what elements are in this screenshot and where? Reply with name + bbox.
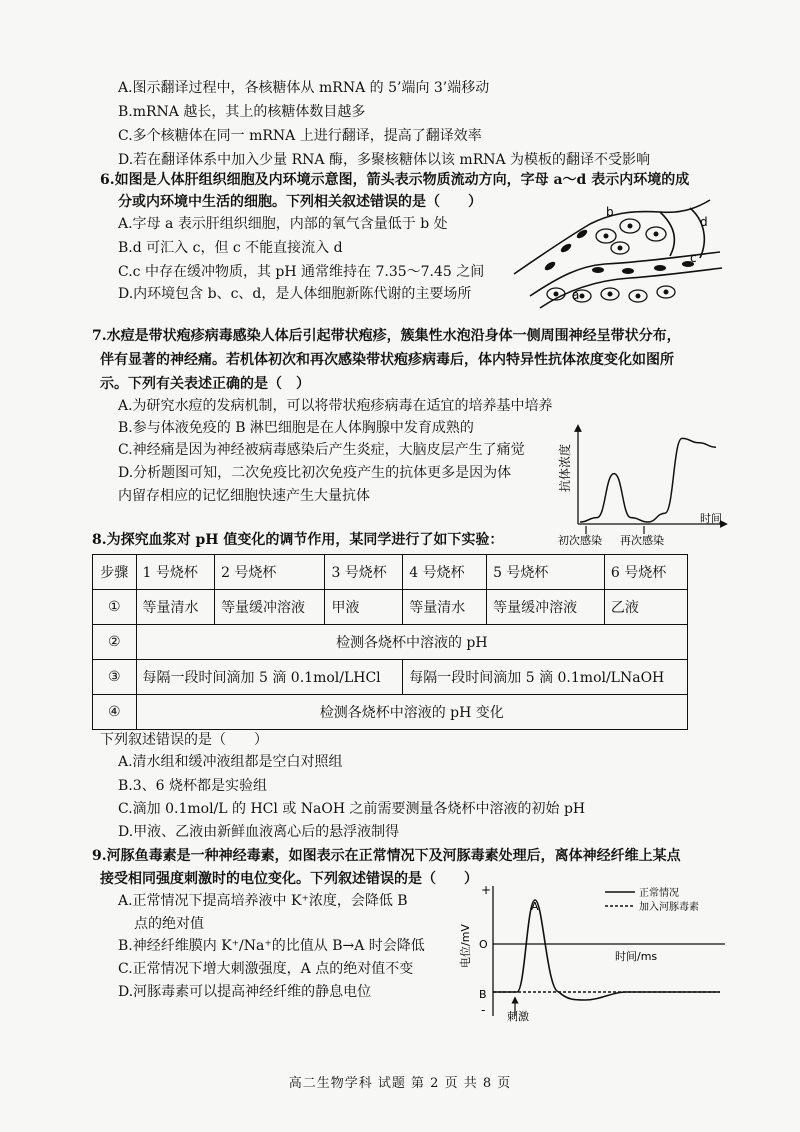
- y-axis-label: 电位/mV: [459, 924, 472, 968]
- q8-option-a: A.清水组和缓冲液组都是空白对照组: [118, 754, 343, 770]
- q9-option-c: C.正常情况下增大刺激强度，A 点的绝对值不变: [118, 961, 414, 977]
- q7-stem-3: 示。下列有关表述正确的是（ ）: [100, 376, 310, 392]
- origin-label: O: [479, 938, 488, 951]
- q5-option-b: B.mRNA 越长，其上的核糖体数目越多: [118, 104, 366, 120]
- q7-option-d-2: 内留存相应的记忆细胞快速产生大量抗体: [118, 488, 370, 504]
- table-cell: 5 号烧杯: [487, 555, 605, 590]
- q7-option-b: B.参与体液免疫的 B 淋巴细胞是在人体胸腺中发育成熟的: [118, 420, 474, 436]
- x-axis-label: 时间: [700, 512, 722, 525]
- second-infection-label: 再次感染: [620, 534, 664, 547]
- table-cell: 步骤: [93, 555, 137, 590]
- label-c: c: [690, 251, 697, 265]
- q9-option-a-1: A.正常情况下提高培养液中 K⁺浓度，会降低 B: [118, 893, 408, 909]
- table-cell: ③: [93, 660, 137, 695]
- q8-option-c: C.滴加 0.1mol/L 的 HCl 或 NaOH 之前需要测量各烧杯中溶液的初始 pH: [118, 801, 586, 817]
- q9-option-a-2: 点的绝对值: [134, 916, 204, 932]
- stimulus-label: 刺激: [507, 1010, 529, 1022]
- point-b-label: B: [479, 988, 487, 1001]
- q5-option-c: C.多个核糖体在同一 mRNA 上进行翻译，提高了翻译效率: [118, 128, 482, 144]
- table-cell: ①: [93, 590, 137, 625]
- table-cell: 每隔一段时间滴加 5 滴 0.1mol/LNaOH: [403, 660, 688, 695]
- minus-sign: -: [481, 1003, 486, 1017]
- table-row: [93, 695, 688, 730]
- antibody-curve: [580, 438, 716, 522]
- q9-stem-1: 9.河豚鱼毒素是一种神经毒素，如图表示在正常情况下及河豚毒素处理后，离体神经纤维上某点: [92, 848, 681, 864]
- normal-series-line: [493, 900, 720, 1000]
- table-header-row: [93, 555, 688, 590]
- q7-option-c: C.神经痛是因为神经被病毒感染后产生炎症，大脑皮层产生了痛觉: [118, 442, 525, 458]
- table-cell: 等量清水: [136, 590, 215, 625]
- membrane-potential-chart: [455, 880, 745, 1022]
- label-b: b: [606, 205, 614, 219]
- plus-sign: +: [481, 883, 492, 897]
- table-cell: 每隔一段时间滴加 5 滴 0.1mol/LHCl: [136, 660, 403, 695]
- table-cell: 等量缓冲溶液: [487, 590, 605, 625]
- table-row: [93, 660, 688, 695]
- q6-option-a: A.字母 a 表示肝组织细胞，内部的氧气含量低于 b 处: [118, 216, 448, 232]
- table-cell: 甲液: [325, 590, 403, 625]
- q9-option-d: D.河豚毒素可以提高神经纤维的静息电位: [118, 984, 372, 1000]
- q7-stem-2: 伴有显著的神经痛。若机体初次和再次感染带状疱疹病毒后，体内特异性抗体浓度变化如图所: [100, 352, 674, 368]
- q9-stem-2: 接受相同强度刺激时的电位变化。下列叙述错误的是（ ）: [100, 871, 478, 887]
- table-cell: 6 号烧杯: [604, 555, 687, 590]
- q8-stem: 8.为探究血浆对 pH 值变化的调节作用，某同学进行了如下实验：: [92, 532, 504, 548]
- table-cell: 1 号烧杯: [136, 555, 215, 590]
- table-row: [93, 590, 688, 625]
- q8-option-b: B.3、6 烧杯都是实验组: [118, 778, 268, 794]
- table-cell: 3 号烧杯: [325, 555, 403, 590]
- table-cell: 检测各烧杯中溶液的 pH: [136, 625, 687, 660]
- q7-option-d-1: D.分析题图可知，二次免疫比初次免疫产生的抗体更多是因为体: [118, 465, 512, 481]
- experiment-table: [92, 554, 688, 730]
- q9-option-b: B.神经纤维膜内 K⁺/Na⁺的比值从 B→A 时会降低: [118, 938, 425, 954]
- x-axis-label: 时间/ms: [615, 950, 658, 963]
- q5-option-a: A.图示翻译过程中，各核糖体从 mRNA 的 5’端向 3’端移动: [118, 80, 490, 96]
- point-a-label: A: [531, 900, 539, 913]
- table-cell: 4 号烧杯: [403, 555, 487, 590]
- q6-option-d: D.内环境包含 b、c、d，是人体细胞新陈代谢的主要场所: [118, 286, 472, 302]
- table-cell: ④: [93, 695, 137, 730]
- q6-option-b: B.d 可汇入 c，但 c 不能直接流入 d: [118, 240, 343, 256]
- label-a: a: [572, 288, 580, 302]
- table-cell: ②: [93, 625, 137, 660]
- label-d: d: [700, 215, 708, 229]
- q6-option-c: C.c 中存在缓冲物质，其 pH 通常维持在 7.35～7.45 之间: [118, 264, 485, 280]
- q5-option-d: D.若在翻译体系中加入少量 RNA 酶，多聚核糖体以该 mRNA 为模板的翻译不受影响: [118, 152, 651, 168]
- q7-option-a: A.为研究水痘的发病机制，可以将带状疱疹病毒在适宜的培养基中培养: [118, 398, 553, 414]
- q7-stem-1: 7.水痘是带状疱疹病毒感染人体后引起带状疱疹，簇集性水泡沿身体一侧周围神经呈带状分布，: [92, 328, 681, 344]
- legend-normal: 正常情况: [639, 888, 679, 899]
- legend-toxin: 加入河豚毒素: [639, 902, 699, 913]
- table-cell: 等量清水: [403, 590, 487, 625]
- antibody-chart: [556, 420, 736, 548]
- table-cell: 乙液: [604, 590, 687, 625]
- first-infection-label: 初次感染: [558, 534, 602, 547]
- table-cell: 2 号烧杯: [215, 555, 325, 590]
- liver-tissue-diagram: [510, 196, 725, 311]
- q8-option-d: D.甲液、乙液由新鲜血液离心后的悬浮液制得: [118, 824, 400, 840]
- table-cell: 检测各烧杯中溶液的 pH 变化: [136, 695, 687, 730]
- q6-stem-2: 分或内环境中生活的细胞。下列相关叙述错误的是（ ）: [118, 194, 482, 210]
- page-footer: 高二生物学科 试题 第 2 页 共 8 页: [288, 1076, 512, 1091]
- q6-stem-1: 6.如图是人体肝组织细胞及内环境示意图，箭头表示物质流动方向，字母 a～d 表示内环境的成: [100, 172, 690, 188]
- table-row: [93, 625, 688, 660]
- y-axis-label: 抗体浓度: [558, 443, 572, 492]
- q8-ask: 下列叙述错误的是（ ）: [100, 732, 268, 748]
- table-cell: 等量缓冲溶液: [215, 590, 325, 625]
